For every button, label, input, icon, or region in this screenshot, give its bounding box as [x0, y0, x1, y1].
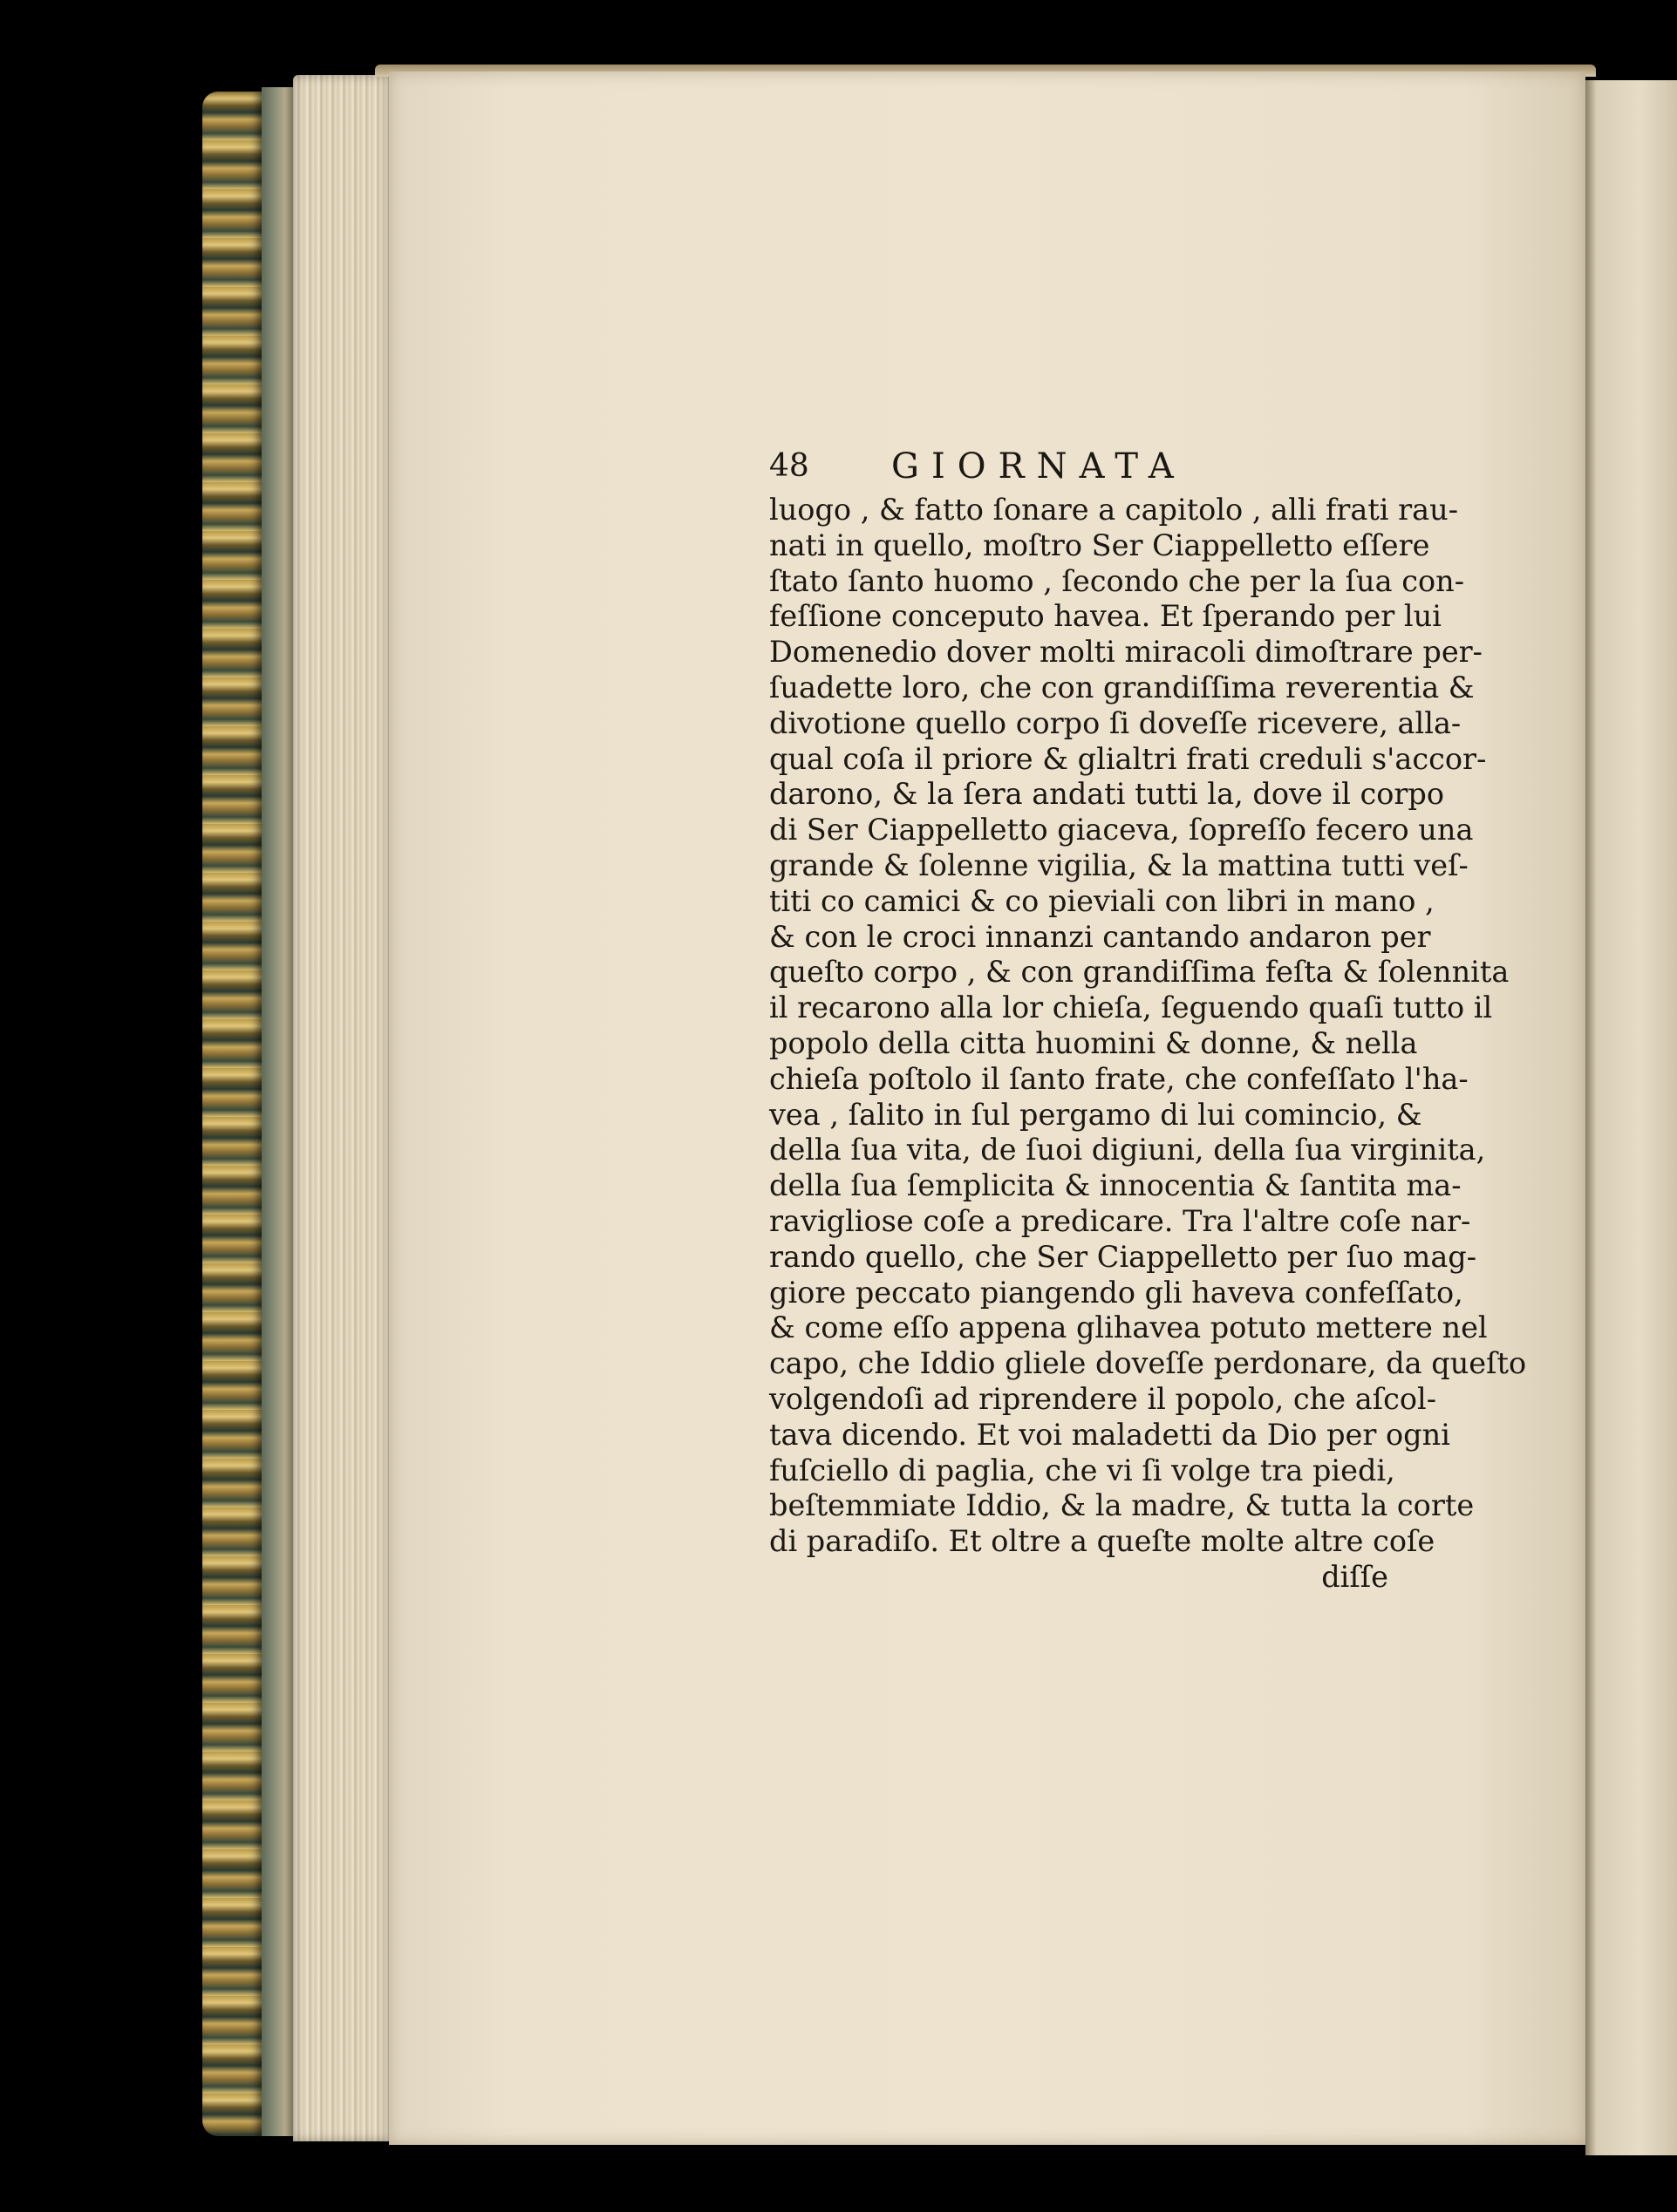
- text-line: ravigliose coſe a predicare. Tra l'altre coſe nar-: [769, 1203, 1471, 1238]
- text-line: grande & ſolenne vigilia, & la mattina tutti veſ-: [769, 847, 1469, 882]
- text-line: della ſua vita, de ſuoi digiuni, della ſua virginita,: [769, 1133, 1486, 1167]
- text-line: nati in quello, moſtro Ser Ciappelletto eſſere: [769, 527, 1430, 562]
- running-head: GIORNATA: [891, 446, 1186, 487]
- text-line: giore peccato piangendo gli haveva confeſſato,: [769, 1275, 1463, 1310]
- facing-page: [1585, 80, 1677, 2155]
- text-line: luogo , & fatto ſonare a capitolo , alli frati rau-: [769, 493, 1459, 527]
- text-line: vea , ſalito in ſul pergamo di lui comincio, &: [769, 1097, 1422, 1132]
- text-line: & come eſſo appena glihavea potuto mettere nel: [769, 1310, 1488, 1345]
- binding-edge: [262, 87, 295, 2136]
- text-line: il recarono alla lor chieſa, ſeguendo quaſi tutto il: [769, 990, 1493, 1025]
- text-line: queſto corpo , & con grandiſſima feſta & ſolennita: [769, 955, 1510, 990]
- text-block: [769, 440, 1527, 1596]
- text-line: di Ser Ciappelletto giaceva, ſopreſſo fecero una: [769, 813, 1474, 847]
- text-line: fuſciello di paglia, che vi ſi volge tra piedi,: [769, 1453, 1395, 1487]
- text-line: tava dicendo. Et voi maladetti da Dio per ogni: [769, 1417, 1450, 1452]
- text-line: della ſua ſemplicita & innocentia & ſantita ma-: [769, 1168, 1462, 1203]
- catchword: diſſe: [1321, 1559, 1388, 1594]
- text-line: & con le croci innanzi cantando andaron per: [769, 919, 1431, 954]
- text-line: popolo della citta huomini & donne, & nella: [769, 1025, 1418, 1060]
- text-line: beſtemmiate Iddio, & la madre, & tutta la corte: [769, 1488, 1475, 1523]
- page-number: 48: [769, 448, 809, 484]
- text-line: di paradiſo. Et oltre a queſte molte altre coſe: [769, 1524, 1435, 1559]
- text-line: darono, & la ſera andati tutti la, dove il corpo: [769, 777, 1445, 812]
- gilt-spine: [202, 92, 263, 2136]
- text-line: feſſione conceputo havea. Et ſperando per lui: [769, 599, 1442, 634]
- text-line: ſuadette loro, che con grandiſſima reverentia &: [769, 670, 1475, 704]
- body-text: [769, 493, 1527, 1596]
- text-line: qual coſa il priore & glialtri frati creduli s'accor-: [769, 741, 1487, 776]
- text-line: rando quello, che Ser Ciappelletto per ſuo mag-: [769, 1239, 1477, 1274]
- text-line: Domenedio dover molti miracoli dimoſtrare per-: [769, 635, 1483, 670]
- text-line: ſtato ſanto huomo , ſecondo che per la ſua con-: [769, 563, 1465, 598]
- page-header: [769, 440, 1388, 493]
- text-line: capo, che Iddio gliele doveſſe perdonare, da queſto: [769, 1346, 1527, 1381]
- text-line: titi co camici & co pieviali con libri in mano ,: [769, 883, 1435, 918]
- text-line: volgendoſi ad riprendere il popolo, che aſcol-: [769, 1381, 1437, 1416]
- page-edges: [293, 75, 389, 2141]
- text-line: chieſa poſtolo il ſanto frate, che confeſſato l'ha-: [769, 1061, 1469, 1096]
- text-line: divotione quello corpo ſi doveſſe ricevere, alla-: [769, 705, 1462, 740]
